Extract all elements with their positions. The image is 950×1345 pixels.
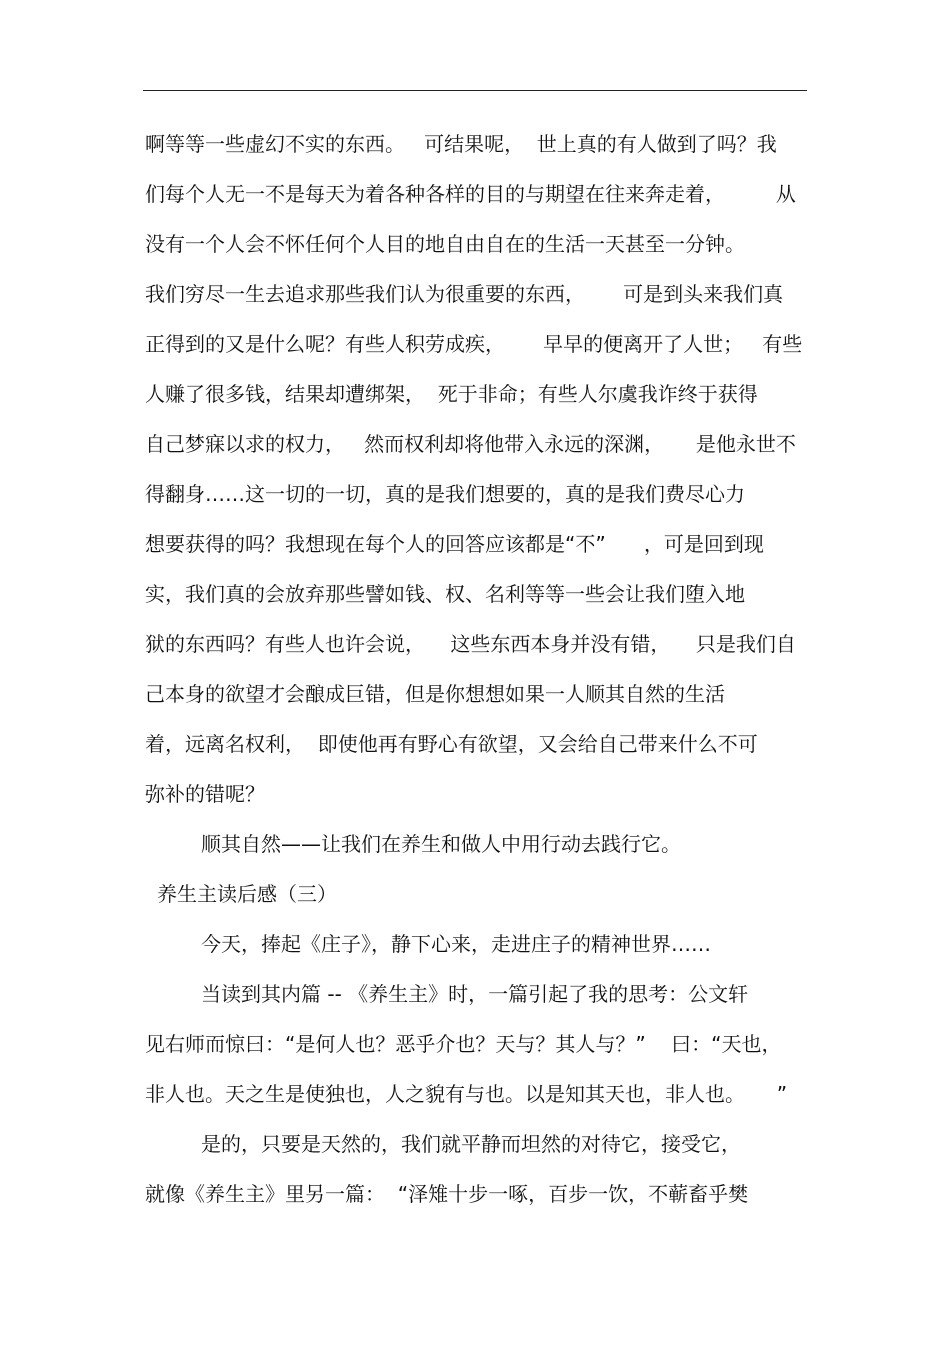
- body-line-1: 啊等等一些虚幻不实的东西。 可结果呢， 世上真的有人做到了吗？我: [145, 132, 777, 156]
- section-heading: 养生主读后感（三）: [157, 882, 337, 906]
- para3-line-3: 非人也。天之生是使独也，人之貌有与也。以是知其天也，非人也。 ”: [145, 1082, 788, 1106]
- para3-line-1: 当读到其内篇 -- 《养生主》时，一篇引起了我的思考：公文轩: [201, 982, 749, 1006]
- body-line-3: 没有一个人会不怀任何个人目的地自由自在的生活一天甚至一分钟。: [145, 232, 745, 256]
- body-line-13: 着，远离名权利， 即使他再有野心有欲望，又会给自己带来什么不可: [145, 732, 758, 756]
- body-line-12: 己本身的欲望才会酿成巨错，但是你想想如果一人顺其自然的生活: [145, 682, 725, 706]
- body-line-14: 弥补的错呢？: [145, 782, 265, 806]
- body-line-6: 人赚了很多钱，结果却遭绑架， 死于非命；有些人尔虞我诈终于获得: [145, 382, 758, 406]
- body-line-8: 得翻身……这一切的一切，真的是我们想要的，真的是我们费尽心力: [145, 482, 745, 506]
- header-rule: [143, 90, 807, 91]
- para4-line-1: 是的，只要是天然的，我们就平静而坦然的对待它，接受它，: [201, 1132, 741, 1156]
- para4-line-2: 就像《养生主》里另一篇： “泽雉十步一啄，百步一饮，不蕲畜乎樊: [145, 1182, 749, 1206]
- body-line-9: 想要获得的吗？我想现在每个人的回答应该都是“不” ，可是回到现: [145, 532, 764, 556]
- body-line-11: 狱的东西吗？有些人也许会说， 这些东西本身并没有错， 只是我们自: [145, 632, 796, 656]
- body-line-4: 我们穷尽一生去追求那些我们认为很重要的东西， 可是到头来我们真: [145, 282, 784, 306]
- body-line-5: 正得到的又是什么呢？有些人积劳成疾， 早早的便离开了人世； 有些: [145, 332, 803, 356]
- body-line-10: 实，我们真的会放弃那些譬如钱、权、名利等等一些会让我们堕入地: [145, 582, 745, 606]
- para2-line-1: 今天，捧起《庄子》，静下心来，走进庄子的精神世界……: [201, 932, 711, 956]
- para3-line-2: 见右师而惊曰：“是何人也？恶乎介也？天与？其人与？” 曰：“天也，: [145, 1032, 782, 1056]
- body-line-2: 们每个人无一不是每天为着各种各样的目的与期望在往来奔走着， 从: [145, 182, 796, 206]
- closing-line: 顺其自然——让我们在养生和做人中用行动去践行它。: [201, 832, 681, 856]
- body-line-7: 自己梦寐以求的权力， 然而权利却将他带入永远的深渊， 是他永世不: [145, 432, 796, 456]
